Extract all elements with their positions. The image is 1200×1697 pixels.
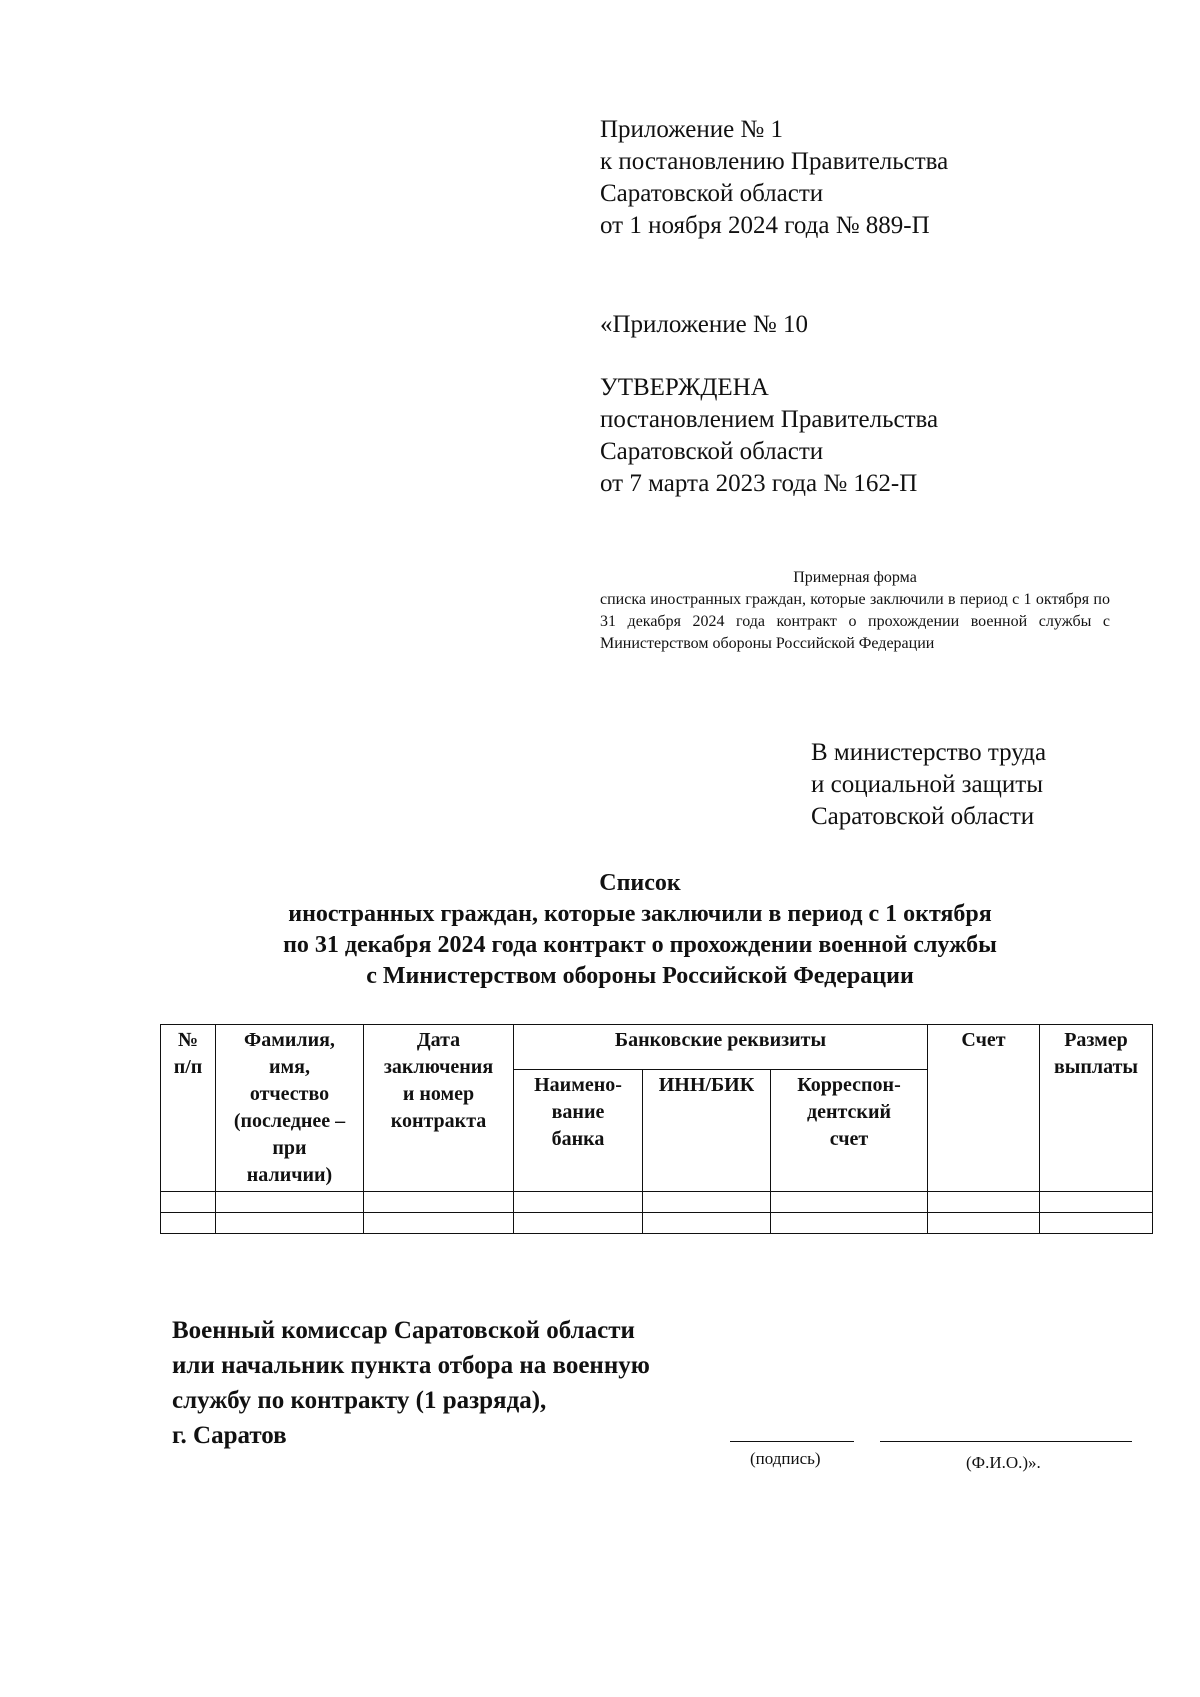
table-cell — [364, 1192, 514, 1213]
header-bank-name: Наимено- вание банка — [514, 1070, 643, 1192]
table-cell — [364, 1213, 514, 1234]
header-corr-account: Корреспон- дентский счет — [771, 1070, 928, 1192]
signature-line — [730, 1441, 854, 1442]
table-cell — [928, 1192, 1040, 1213]
appendix-1-line: Саратовской области — [600, 180, 824, 207]
sample-form-caption — [600, 567, 1110, 655]
list-title — [140, 868, 1140, 992]
header-bank-details: Банковские реквизиты — [514, 1025, 928, 1070]
sample-form-description: списка иностранных граждан, которые заключили в период с 1 октября по 31 декабря 2024 года контракт о прохождении военной службы с Министерством обороны Российской Федерации — [600, 591, 1110, 652]
table-cell — [514, 1192, 643, 1213]
approved-line: УТВЕРЖДЕНА — [600, 374, 769, 401]
addressee-line: В министерство труда — [811, 739, 1047, 766]
signatory-position — [172, 1313, 650, 1453]
table-cell — [643, 1213, 771, 1234]
approved-stamp — [600, 372, 938, 500]
header-account: Счет — [928, 1025, 1040, 1192]
header-contract: Дата заключения и номер контракта — [364, 1025, 514, 1192]
header-inn-bik: ИНН/БИК — [643, 1070, 771, 1192]
name-line — [880, 1441, 1132, 1442]
header-number: № п/п — [161, 1025, 216, 1192]
list-title-line: Список — [599, 870, 681, 896]
list-title-line: по 31 декабря 2024 года контракт о прохождении военной службы — [283, 932, 997, 958]
header-payment: Размер выплаты — [1040, 1025, 1153, 1192]
signatory-line: или начальник пункта отбора на военную — [172, 1352, 650, 1379]
table-cell — [216, 1213, 364, 1234]
addressee-line: и социальной защиты — [811, 771, 1044, 798]
appendix-1-header — [600, 114, 948, 242]
signature-caption: (подпись) — [750, 1449, 821, 1468]
signatory-line: г. Саратов — [172, 1422, 287, 1449]
appendix-10-text: «Приложение № 10 — [600, 311, 809, 338]
table-row — [161, 1192, 1153, 1213]
citizens-table — [160, 1024, 1153, 1234]
table-cell — [216, 1192, 364, 1213]
list-title-line: с Министерством обороны Российской Федерации — [366, 963, 914, 989]
approved-line: постановлением Правительства — [600, 406, 939, 433]
table-cell — [161, 1213, 216, 1234]
addressee-line: Саратовской области — [811, 803, 1035, 830]
table-cell — [1040, 1213, 1153, 1234]
name-caption: (Ф.И.О.)». — [966, 1453, 1041, 1472]
approved-line: от 7 марта 2023 года № 162-П — [600, 470, 918, 497]
table-cell — [643, 1192, 771, 1213]
list-title-line: иностранных граждан, которые заключили в период с 1 октября — [288, 901, 992, 927]
table-cell — [161, 1192, 216, 1213]
appendix-10-label — [600, 309, 808, 341]
signatory-line: Военный комиссар Саратовской области — [172, 1317, 635, 1344]
header-full-name: Фамилия, имя, отчество (последнее – при наличии) — [216, 1025, 364, 1192]
table-cell — [514, 1213, 643, 1234]
table-cell — [771, 1192, 928, 1213]
addressee — [811, 737, 1046, 833]
appendix-1-line: к постановлению Правительства — [600, 148, 949, 175]
table-cell — [771, 1213, 928, 1234]
approved-line: Саратовской области — [600, 438, 824, 465]
appendix-1-line: Приложение № 1 — [600, 116, 784, 143]
appendix-1-line: от 1 ноября 2024 года № 889-П — [600, 212, 930, 239]
sample-form-title: Примерная форма — [793, 569, 917, 586]
table-cell — [928, 1213, 1040, 1234]
table-row — [161, 1213, 1153, 1234]
table-cell — [1040, 1192, 1153, 1213]
signatory-line: службу по контракту (1 разряда), — [172, 1387, 547, 1414]
